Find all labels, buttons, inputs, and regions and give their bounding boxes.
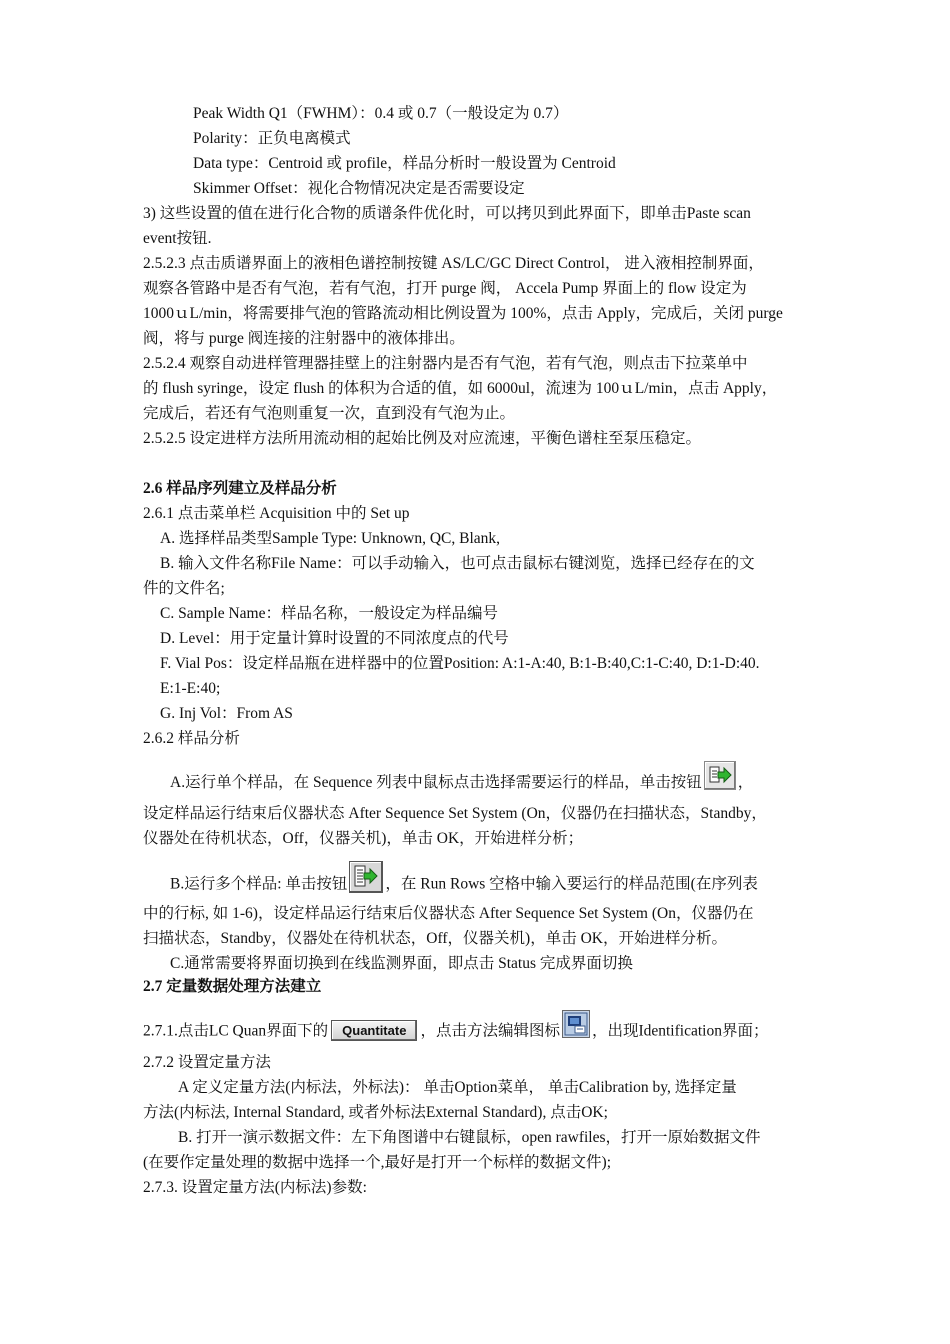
run-single-text: A.运行单个样品，在 Sequence 列表中鼠标点击选择需要运行的样品，单击按钮 <box>170 774 702 792</box>
text-line: C. Sample Name：样品名称，一般设定为样品编号 <box>160 605 498 622</box>
text-line: 的 flush syringe，设定 flush 的体积为合适的值，如 6000ul，流速为 100ｕL/min，点击 Apply， <box>143 380 778 397</box>
text-line: 完成后，若还有气泡则重复一次，直到没有气泡为止。 <box>143 405 516 422</box>
text-line: 件的文件名; <box>143 580 225 597</box>
run-multi-text: B.运行多个样品: 单击按钮 <box>170 875 348 893</box>
section-heading: 2.7 定量数据处理方法建立 <box>143 978 322 995</box>
text-line: Polarity：正负电离模式 <box>193 130 351 147</box>
text-line: D. Level：用于定量计算时设置的不同浓度点的代号 <box>160 630 509 647</box>
text-line: event按钮. <box>143 230 212 247</box>
text-line: 2.7.2 设置定量方法 <box>143 1054 271 1071</box>
text-line: (在要作定量处理的数据中选择一个,最好是打开一个标样的数据文件); <box>143 1154 612 1171</box>
text-line: 1000ｕL/min，将需要排气泡的管路流动相比例设置为 100%，点击 Apply，完成后，关闭 purge <box>143 305 783 322</box>
text-line: F. Vial Pos：设定样品瓶在进样器中的位置Position: A:1-A:40, B:1-B:40,C:1-C:40, D:1-D:40. <box>160 655 760 672</box>
run-single-text-tail: ， <box>737 774 754 792</box>
lcquan-line <box>143 1018 768 1046</box>
text-line: E:1-E:40; <box>160 680 221 697</box>
run-sample-button-icon <box>704 761 736 790</box>
text-line: A 定义定量方法(内标法，外标法)： 单击Option菜单， 单击Calibration by, 选择定量 <box>178 1079 737 1096</box>
text-line: 方法(内标法, Internal Standard, 或者外标法External Standard), 点击OK; <box>143 1104 608 1121</box>
text-line: 仪器处在待机状态，Off，仪器关机)，单击 OK，开始进样分析； <box>143 830 584 847</box>
text-line: 观察各管路中是否有气泡，若有气泡，打开 purge 阀， Accela Pump 界面上的 flow 设定为 <box>143 280 747 297</box>
run-single-sample-line <box>170 769 753 798</box>
lcquan-text-tail: ，出现Identification界面； <box>591 1022 769 1040</box>
run-multi-text-tail: ，在 Run Rows 空格中输入要运行的样品范围(在序列表 <box>385 875 758 893</box>
text-line: 2.7.3. 设置定量方法(内标法)参数: <box>143 1179 367 1196</box>
text-line: 设定样品运行结束后仪器状态 After Sequence Set System (On，仪器仍在扫描状态，Standby， <box>143 805 767 822</box>
text-line: Data type：Centroid 或 profile，样品分析时一般设置为 Centroid <box>193 155 616 172</box>
text-line: 2.6.2 样品分析 <box>143 730 240 747</box>
text-line: 2.5.2.3 点击质谱界面上的液相色谱控制按键 AS/LC/GC Direct Control， 进入液相控制界面， <box>143 255 764 272</box>
text-line: 3) 这些设置的值在进行化合物的质谱条件优化时，可以拷贝到此界面下，即单击Paste scan <box>143 205 751 222</box>
text-line: A. 选择样品类型Sample Type: Unknown, QC, Blank, <box>160 530 501 547</box>
text-line: 2.5.2.4 观察自动进样管理器挂壁上的注射器内是否有气泡，若有气泡，则点击下拉菜单中 <box>143 355 748 372</box>
lcquan-text: 2.7.1.点击LC Quan界面下的 <box>143 1022 329 1040</box>
text-line: B. 打开一演示数据文件：左下角图谱中右键鼠标，open rawfiles，打开一原始数据文件 <box>178 1129 761 1146</box>
text-line: C.通常需要将界面切换到在线监测界面，即点击 Status 完成界面切换 <box>170 955 633 972</box>
text-line: B. 输入文件名称File Name：可以手动输入，也可点击鼠标右键浏览，选择已经存在的文 <box>160 555 755 572</box>
text-line: G. Inj Vol：From AS <box>160 705 293 722</box>
text-line: Skimmer Offset：视化合物情况决定是否需要设定 <box>193 180 525 197</box>
run-sequence-button-icon <box>349 861 383 893</box>
method-edit-icon <box>562 1010 590 1038</box>
text-line: 阀，将与 purge 阀连接的注射器中的液体排出。 <box>143 330 465 347</box>
lcquan-text-mid: ，点击方法编辑图标 <box>420 1022 560 1040</box>
text-line: 2.6.1 点击菜单栏 Acquisition 中的 Set up <box>143 505 410 522</box>
text-line: 中的行标, 如 1-6)，设定样品运行结束后仪器状态 After Sequence Set System (On，仪器仍在 <box>143 905 754 922</box>
quantitate-button: Quantitate <box>331 1020 417 1041</box>
text-line: Peak Width Q1（FWHM）：0.4 或 0.7（一般设定为 0.7） <box>193 105 569 122</box>
section-heading: 2.6 样品序列建立及样品分析 <box>143 480 337 497</box>
run-multi-sample-line <box>170 869 758 901</box>
text-line: 扫描状态，Standby，仪器处在待机状态，Off，仪器关机)，单击 OK，开始进样分析。 <box>143 930 727 947</box>
text-line: 2.5.2.5 设定进样方法所用流动相的起始比例及对应流速，平衡色谱柱至泵压稳定。 <box>143 430 702 447</box>
